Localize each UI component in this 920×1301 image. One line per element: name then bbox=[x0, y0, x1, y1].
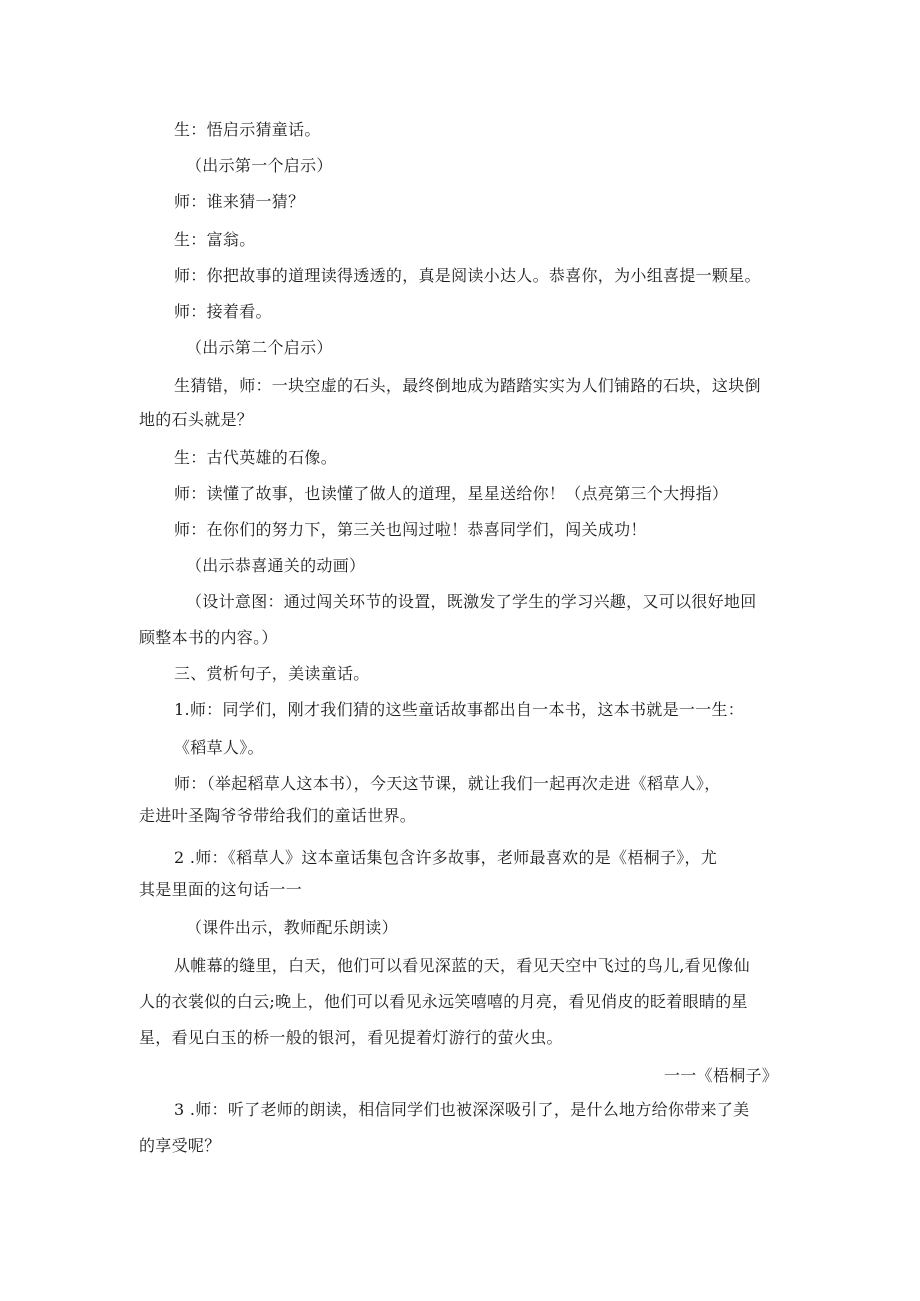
text-line: 顾整本书的内容。） bbox=[139, 628, 278, 647]
text-line: 走进叶圣陶爷爷带给我们的童话世界。 bbox=[139, 806, 417, 825]
quote-line: 人的衣裳似的白云;晚上，他们可以看见永远笑嘻嘻的月亮，看见俏皮的眨着眼睛的星 bbox=[139, 992, 748, 1011]
text-line: 生猜错，师：一块空虚的石头，最终倒地成为踏踏实实为人们铺路的石块，这块倒 bbox=[174, 376, 761, 395]
quote-line: 从帷幕的缝里，白天，他们可以看见深蓝的天，看见天空中飞过的鸟儿,看见像仙 bbox=[174, 956, 750, 975]
text-line: 师：（举起稻草人这本书），今天这节课，就让我们一起再次走进《稻草人》， bbox=[174, 774, 721, 793]
text-line: 生：悟启示猜童话。 bbox=[174, 120, 321, 139]
text-line: 师：谁来猜一猜？ bbox=[174, 192, 305, 211]
text-line: （课件出示，教师配乐朗读） bbox=[186, 918, 398, 937]
text-line: 《稻草人》。 bbox=[174, 738, 264, 757]
text-line: 地的石头就是？ bbox=[139, 410, 254, 429]
text-line: （出示恭喜通关的动画） bbox=[186, 556, 366, 575]
text-line: （出示第一个启示） bbox=[186, 156, 333, 175]
text-line: 师：在你们的努力下，第三关也闯过啦！恭喜同学们，闯关成功！ bbox=[174, 520, 647, 539]
quote-source: 一一《梧桐子》 bbox=[664, 1066, 779, 1085]
text-line: 师：读懂了故事，也读懂了做人的道理，星星送给你！（点亮第三个大拇指） bbox=[174, 484, 729, 503]
section-heading: 三、赏析句子，美读童话。 bbox=[174, 664, 370, 683]
text-line: 1.师：同学们，刚才我们猜的这些童话故事都出自一本书，这本书就是一一生： bbox=[174, 700, 745, 719]
text-line: 2 .师：《稻草人》这本童话集包含许多故事，老师最喜欢的是《梧桐子》，尤 bbox=[174, 848, 718, 867]
text-line: （出示第二个启示） bbox=[186, 338, 333, 357]
text-line: 师：接着看。 bbox=[174, 302, 272, 321]
text-line: 其是里面的这句话一一 bbox=[139, 880, 303, 899]
text-line: 生：富翁。 bbox=[174, 230, 256, 249]
text-line: （设计意图：通过闯关环节的设置，既激发了学生的学习兴趣，又可以很好地回 bbox=[186, 592, 757, 611]
text-line: 生：古代英雄的石像。 bbox=[174, 448, 338, 467]
text-line: 3 .师：听了老师的朗读，相信同学们也被深深吸引了，是什么地方给你带来了美 bbox=[174, 1100, 750, 1119]
text-line: 的享受呢？ bbox=[139, 1136, 221, 1155]
quote-line: 星，看见白玉的桥一般的银河，看见提着灯游行的萤火虫。 bbox=[139, 1028, 563, 1047]
text-line: 师：你把故事的道理读得透透的，真是阅读小达人。恭喜你，为小组喜提一颗星。 bbox=[174, 266, 761, 285]
